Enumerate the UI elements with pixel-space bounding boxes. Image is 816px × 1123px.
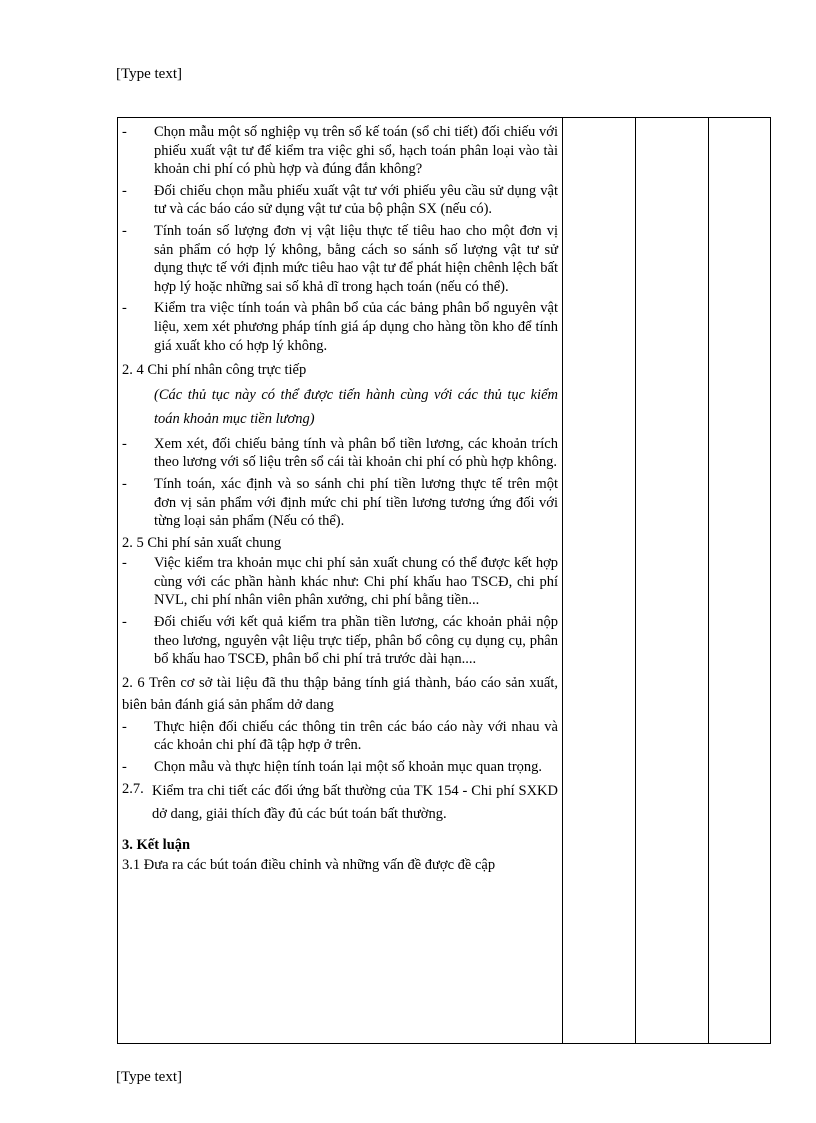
list-item: - Tính toán số lượng đơn vị vật liệu thực tế tiêu hao cho một đơn vị sản phẩm có hợp lý không, bằng cách so sánh số lượng vật tư sử dụng thực tế với định mức tiêu hao vật tư để phát hiện chênh lệch bất hợp lý hoặc những sai số khả dĩ trong hạch toán (nếu có thể). [122, 222, 558, 295]
section-heading-2-4: 2. 4 Chi phí nhân công trực tiếp [122, 362, 307, 379]
list-item: - Tính toán, xác định và so sánh chi phí tiền lương thực tế trên một đơn vị sản phẩm với định mức chi phí tiền lương tương ứng đối với từng loại sản phẩm (Nếu có thể). [122, 475, 558, 530]
conclusion-item-3-1: 3.1 Đưa ra các bút toán điều chỉnh và những vấn đề được đề cập [122, 857, 496, 874]
list-item: - Chọn mẫu một số nghiệp vụ trên sổ kế toán (sổ chi tiết) đối chiếu với phiếu xuất vật tư để kiểm tra việc ghi sổ, hạch toán phân loại vào tài khoản chi phí có phù hợp và đúng đắn không? [122, 124, 558, 178]
column-divider [562, 118, 563, 1043]
list-item: - Thực hiện đối chiếu các thông tin trên các báo cáo này với nhau và các khoản chi phí đã tập hợp ở trên. [122, 718, 558, 754]
column-divider [635, 118, 636, 1043]
page-footer: [Type text] [116, 1069, 183, 1085]
conclusion-heading: 3. Kết luận [122, 836, 191, 853]
procedure-content [122, 123, 558, 875]
list-item: - Việc kiểm tra khoản mục chi phí sản xuất chung có thể được kết hợp cùng với các phần hành khác như: Chi phí khấu hao TSCĐ, chi phí NVL, chi phí nhân viên phân xưởng, chi phí bằng tiền... [122, 555, 558, 609]
list-item: - Đối chiếu chọn mẫu phiếu xuất vật tư với phiếu yêu cầu sử dụng vật tư và các báo cáo sử dụng vật tư của bộ phận SX (nếu có). [122, 182, 558, 218]
section-heading-2-5: 2. 5 Chi phí sản xuất chung [122, 534, 282, 551]
section-note: (Các thủ tục này có thể được tiến hành cùng với các thủ tục kiểm toán khoản mục tiền lương) [154, 386, 558, 427]
list-item: - Chọn mẫu và thực hiện tính toán lại một số khoản mục quan trọng. [122, 759, 543, 776]
list-item: - Kiểm tra việc tính toán và phân bổ của các bảng phân bổ nguyên vật liệu, xem xét phương pháp tính giá áp dụng cho hàng tồn kho để tính giá xuất kho có hợp lý không. [122, 300, 558, 354]
page-header: [Type text] [116, 66, 183, 82]
section-heading-2-7: 2.7. Kiểm tra chi tiết các đối ứng bất thường của TK 154 - Chi phí SXKD dở dang, giải thích đầy đủ các bút toán bất thường. [122, 780, 558, 822]
list-item: - Xem xét, đối chiếu bảng tính và phân bổ tiền lương, các khoản trích theo lương với số liệu trên sổ cái tài khoản chi phí có phù hợp không. [122, 435, 558, 471]
column-divider [708, 118, 709, 1043]
section-heading-2-6: 2. 6 Trên cơ sở tài liệu đã thu thập bảng tính giá thành, báo cáo sản xuất, biên bản đánh giá sản phẩm dở dang [122, 674, 558, 713]
audit-procedure-table [117, 117, 771, 1044]
list-item: - Đối chiếu với kết quả kiểm tra phần tiền lương, các khoản phải nộp theo lương, nguyên vật liệu trực tiếp, phân bổ công cụ dụng cụ, phân bổ khấu hao TSCĐ, phân bổ chi phí trả trước dài hạn.... [122, 614, 558, 668]
